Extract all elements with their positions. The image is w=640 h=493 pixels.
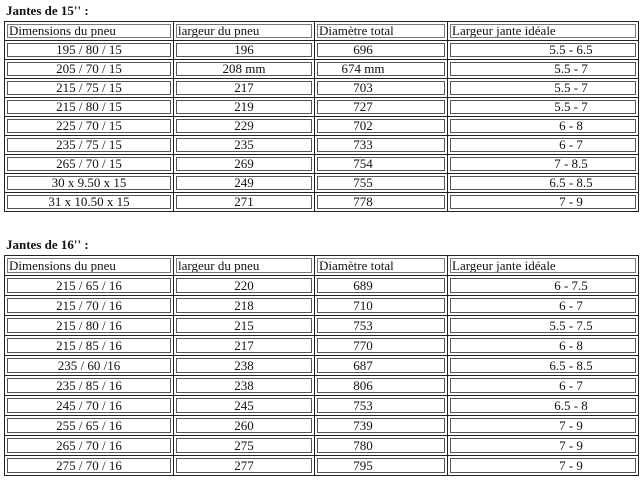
table-cell: 689 [315,276,448,296]
table-cell: 753 [315,396,448,416]
table-cell: 269 [174,155,315,174]
table-cell: 235 / 75 / 15 [5,136,174,155]
table-row [5,117,639,136]
table-cell: 6.5 - 8.5 [448,174,639,193]
table-cell: 6 - 7.5 [448,276,639,296]
table-cell: 6 - 7 [448,136,639,155]
table-row [5,296,639,316]
table-row [5,60,639,79]
table-row [5,136,639,155]
table-row [5,376,639,396]
table-row [5,174,639,193]
table-row [5,41,639,60]
table-cell: 806 [315,376,448,396]
table-cell: 217 [174,336,315,356]
column-header: Dimensions du pneu [5,22,174,41]
table-cell: 260 [174,416,315,436]
table-cell: 235 [174,136,315,155]
table-cell: 5.5 - 6.5 [448,41,639,60]
table-cell: 5.5 - 7 [448,60,639,79]
table-cell: 215 / 85 / 16 [5,336,174,356]
table-cell: 6 - 7 [448,296,639,316]
column-header: Diamètre total [315,22,448,41]
table-row [5,79,639,98]
table-cell: 225 / 70 / 15 [5,117,174,136]
table-15-inch [4,21,639,212]
table-cell: 235 / 85 / 16 [5,376,174,396]
table-cell: 275 [174,436,315,456]
table-16-body [5,256,639,476]
table-cell: 205 / 70 / 15 [5,60,174,79]
table-cell: 215 / 65 / 16 [5,276,174,296]
table-row [5,356,639,376]
table-cell: 5.5 - 7 [448,98,639,117]
table-cell: 215 / 80 / 16 [5,316,174,336]
table-cell: 795 [315,456,448,476]
table-cell: 229 [174,117,315,136]
table-cell: 238 [174,356,315,376]
table-cell: 710 [315,296,448,316]
table-cell: 255 / 65 / 16 [5,416,174,436]
table-cell: 7 - 9 [448,456,639,476]
table-cell: 208 mm [174,60,315,79]
table-cell: 215 [174,316,315,336]
table-row [5,396,639,416]
table-cell: 6.5 - 8 [448,396,639,416]
table-cell: 6.5 - 8.5 [448,356,639,376]
table-cell: 271 [174,193,315,212]
table-row [5,316,639,336]
table-cell: 754 [315,155,448,174]
table-cell: 780 [315,436,448,456]
table-16-inch [4,255,639,476]
table-cell: 215 / 75 / 15 [5,79,174,98]
table-cell: 702 [315,117,448,136]
table-cell: 219 [174,98,315,117]
table-row [5,456,639,476]
table-row [5,336,639,356]
table-cell: 265 / 70 / 16 [5,436,174,456]
table-cell: 696 [315,41,448,60]
table-cell: 7 - 9 [448,416,639,436]
column-header: Largeur jante idéale [448,22,639,41]
table-header-row [5,22,639,41]
table-cell: 5.5 - 7 [448,79,639,98]
table-cell: 753 [315,316,448,336]
table-cell: 739 [315,416,448,436]
table-cell: 6 - 8 [448,336,639,356]
table-cell: 7 - 9 [448,193,639,212]
table-cell: 778 [315,193,448,212]
table-cell: 30 x 9.50 x 15 [5,174,174,193]
table-cell: 31 x 10.50 x 15 [5,193,174,212]
table-cell: 7 - 8.5 [448,155,639,174]
table-cell: 215 / 70 / 16 [5,296,174,316]
table-row [5,276,639,296]
section-title-16: Jantes de 16'' : [6,237,89,252]
table-row [5,436,639,456]
table-cell: 238 [174,376,315,396]
table-cell: 249 [174,174,315,193]
table-cell: 727 [315,98,448,117]
table-cell: 245 / 70 / 16 [5,396,174,416]
column-header: Dimensions du pneu [5,256,174,276]
table-cell: 770 [315,336,448,356]
table-cell: 218 [174,296,315,316]
table-cell: 755 [315,174,448,193]
column-header: largeur du pneu [174,256,315,276]
table-cell: 215 / 80 / 15 [5,98,174,117]
column-header: Diamètre total [315,256,448,276]
column-header: largeur du pneu [174,22,315,41]
table-cell: 235 / 60 /16 [5,356,174,376]
table-row [5,155,639,174]
table-cell: 733 [315,136,448,155]
table-cell: 5.5 - 7.5 [448,316,639,336]
column-header: Largeur jante idéale [448,256,639,276]
table-cell: 703 [315,79,448,98]
table-cell: 687 [315,356,448,376]
table-cell: 7 - 9 [448,436,639,456]
section-title-15: Jantes de 15'' : [6,3,89,18]
table-cell: 220 [174,276,315,296]
table-15-body [5,22,639,212]
table-cell: 277 [174,456,315,476]
table-row [5,193,639,212]
table-cell: 196 [174,41,315,60]
table-cell: 265 / 70 / 15 [5,155,174,174]
table-cell: 245 [174,396,315,416]
table-row [5,416,639,436]
table-row [5,98,639,117]
table-cell: 195 / 80 / 15 [5,41,174,60]
table-cell: 275 / 70 / 16 [5,456,174,476]
table-cell: 6 - 7 [448,376,639,396]
table-cell: 6 - 8 [448,117,639,136]
table-cell: 674 mm [315,60,448,79]
table-cell: 217 [174,79,315,98]
table-header-row [5,256,639,276]
